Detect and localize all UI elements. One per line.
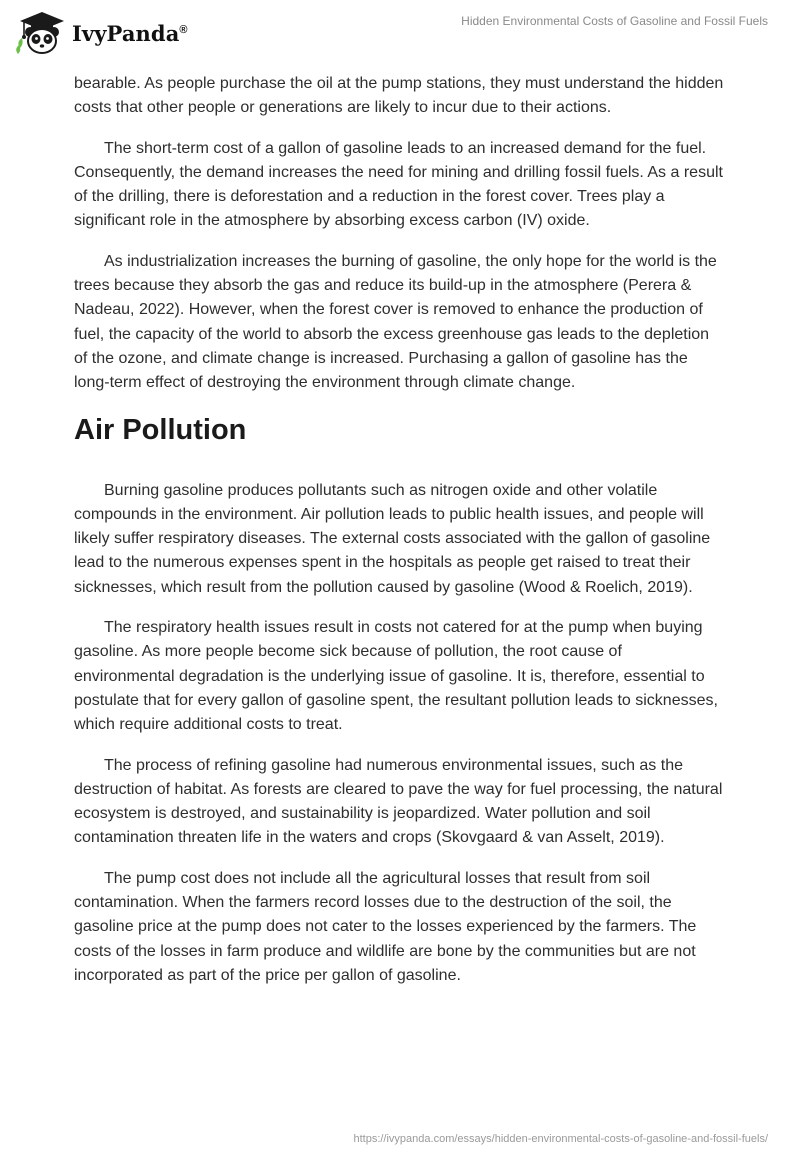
paragraph: As industrialization increases the burning of gasoline, the only hope for the world is the trees because they absorb the gas and reduce its build-up in the atmosphere (Perera & Nadeau, 2022). However, when the forest cover is removed to enhance the production of fuel, the capacity of the world to absorb the excess greenhouse gas leads to the depletion of the ozone, and climate change is increased. Purchasing a gallon of gasoline has the long-term effect of destroying the environment through climate change. (74, 252, 717, 392)
panda-graduate-icon (14, 8, 70, 58)
section-heading-air-pollution: Air Pollution (74, 413, 247, 446)
paragraph: The short-term cost of a gallon of gasoline leads to an increased demand for the fuel. Consequently, the demand increases the need for mining and drilling fossil fuels. As a result of the drilling, there is deforestation and a reduction in the forest cover. Trees play a significant role in the atmosphere by absorbing excess carbon (IV) oxide. (74, 139, 723, 230)
essay-body (74, 72, 726, 1004)
page-header (0, 0, 800, 60)
paragraph: The process of refining gasoline had numerous environmental issues, such as the destruction of habitat. As forests are cleared to pave the way for fuel processing, the natural ecosystem is destroyed, and sustainability is jeopardized. Water pollution and soil contamination threaten life in the waters and crops (Skovgaard & van Asselt, 2019). (74, 756, 723, 847)
source-url[interactable]: https://ivypanda.com/essays/hidden-environmental-costs-of-gasoline-and-fossil-fuels/ (353, 1133, 768, 1145)
logo-wordmark: IvyPanda® (72, 20, 188, 46)
paragraph: Burning gasoline produces pollutants such as nitrogen oxide and other volatile compounds in the environment. Air pollution leads to public health issues, and people will likely suffer respiratory diseases. The external costs associated with the gallon of gasoline lead to the numerous expenses spent in the hospitals as people get raised to treat their sicknesses, which result from the pollution caused by gasoline (Wood & Roelich, 2019). (74, 481, 711, 596)
paragraph: The respiratory health issues result in costs not catered for at the pump when buying gasoline. As more people become sick because of pollution, the root cause of environmental degradation is the underlying issue of gasoline. It is, therefore, essential to postulate that for every gallon of gasoline spent, the resultant pollution leads to sicknesses, which require additional costs to treat. (74, 619, 718, 734)
document-title: Hidden Environmental Costs of Gasoline and Fossil Fuels (461, 14, 768, 28)
paragraph: bearable. As people purchase the oil at the pump stations, they must understand the hidden costs that other people or generations are likely to incur due to their actions. (74, 75, 724, 117)
paragraph: The pump cost does not include all the agricultural losses that result from soil contamination. When the farmers record losses due to the destruction of the soil, the gasoline price at the pump does not cater to the losses experienced by the farmers. The costs of the losses in farm produce and wildlife are bone by the communities but are not incorporated as part of the price per gallon of gasoline. (74, 869, 697, 984)
ivypanda-logo[interactable] (14, 8, 188, 58)
